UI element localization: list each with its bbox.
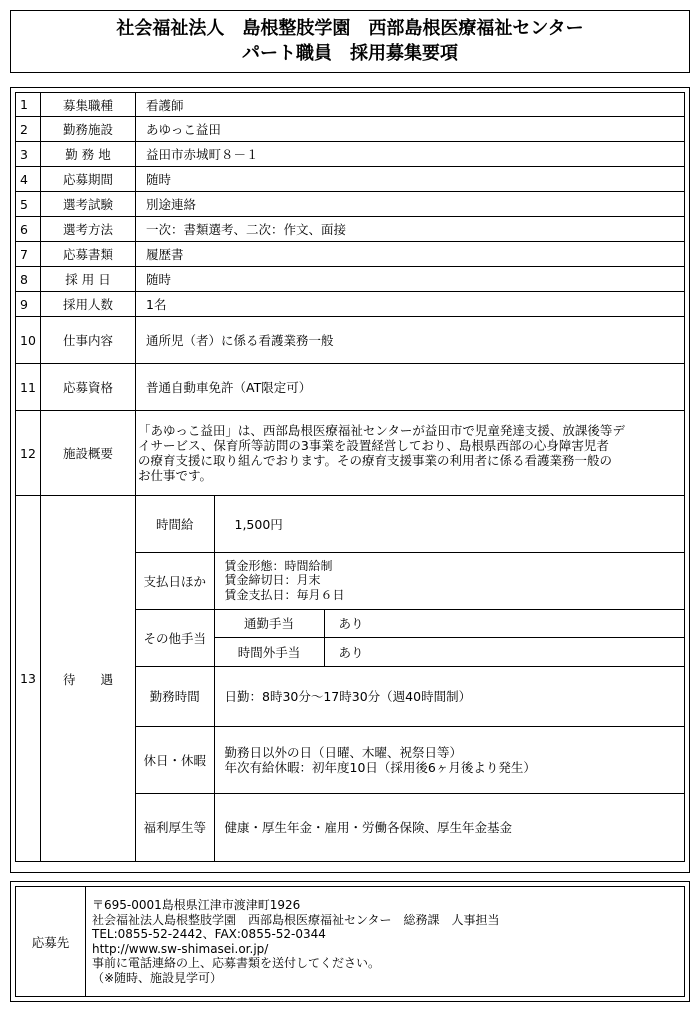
overview-line: お仕事です。	[138, 468, 213, 483]
row-number: 10	[16, 317, 41, 364]
title-line-2: パート職員 採用募集要項	[242, 43, 458, 64]
row-label: 応募資格	[41, 364, 136, 411]
benefit-row-hourly	[136, 496, 684, 552]
table-row	[16, 167, 685, 192]
row-value: 履歴書	[136, 242, 685, 267]
row-label: 応募期間	[41, 167, 136, 192]
allowance-name: 時間外手当	[214, 637, 324, 666]
requirements-table-box	[10, 87, 690, 873]
holidays-value	[214, 726, 684, 793]
table-row	[16, 317, 685, 364]
row-number: 6	[16, 217, 41, 242]
overview-row	[16, 411, 685, 496]
table-row	[16, 217, 685, 242]
row-value: 随時	[136, 267, 685, 292]
row-number: 2	[16, 117, 41, 142]
title-line-1: 社会福祉法人 島根整肢学園 西部島根医療福祉センター	[116, 18, 584, 39]
benefit-row-welfare	[136, 793, 684, 861]
contact-details	[86, 887, 685, 997]
benefits-cell	[136, 496, 685, 862]
row-value: 1名	[136, 292, 685, 317]
contact-phone-fax: TEL:0855-52-2442、FAX:0855-52-0344	[92, 927, 326, 941]
table-row	[16, 292, 685, 317]
requirements-table	[15, 92, 685, 862]
row-number: 12	[16, 411, 41, 496]
row-value: 看護師	[136, 93, 685, 117]
row-value: 随時	[136, 167, 685, 192]
overview-line: イサービス、保育所等訪問の3事業を設置経営しており、島根県西部の心身障害児者	[138, 438, 609, 453]
payment-value	[214, 552, 684, 609]
row-label: 選考方法	[41, 217, 136, 242]
welfare-value: 健康・厚生年金・雇用・労働各保険、厚生年金基金	[214, 793, 684, 861]
contact-url[interactable]: http://www.sw-shimasei.or.jp/	[92, 941, 269, 956]
holidays-line: 年次有給休暇：初年度10日（採用後6ヶ月後より発生）	[224, 759, 536, 775]
allowances-label: その他手当	[136, 609, 214, 666]
row-label: 勤 務 地	[41, 142, 136, 167]
row-label: 待 遇	[41, 496, 136, 862]
row-number: 3	[16, 142, 41, 167]
benefit-row-allowance	[136, 609, 684, 637]
row-label: 仕事内容	[41, 317, 136, 364]
row-label: 採 用 日	[41, 267, 136, 292]
row-label: 応募書類	[41, 242, 136, 267]
hours-value: 日勤：8時30分～17時30分（週40時間制）	[214, 666, 684, 726]
payment-line: 賃金支払日：毎月６日	[224, 587, 345, 602]
row-label: 募集職種	[41, 93, 136, 117]
overview-text	[136, 411, 685, 496]
payment-line: 賃金締切日：月末	[224, 573, 321, 588]
row-number: 9	[16, 292, 41, 317]
row-number: 13	[16, 496, 41, 862]
table-row	[16, 142, 685, 167]
row-value: 普通自動車免許（AT限定可）	[136, 364, 685, 411]
row-value: 別途連絡	[136, 192, 685, 217]
payment-line: 賃金形態：時間給制	[224, 558, 333, 573]
allowance-value: あり	[324, 637, 684, 666]
contact-label: 応募先	[16, 887, 86, 997]
contact-organization: 社会福祉法人島根整肢学園 西部島根医療福祉センター 総務課 人事担当	[92, 912, 500, 927]
hourly-label: 時間給	[136, 496, 214, 552]
row-number: 5	[16, 192, 41, 217]
row-label: 勤務施設	[41, 117, 136, 142]
title-box	[10, 10, 690, 73]
row-label: 選考試験	[41, 192, 136, 217]
table-row	[16, 192, 685, 217]
row-label: 施設概要	[41, 411, 136, 496]
row-number: 7	[16, 242, 41, 267]
row-number: 11	[16, 364, 41, 411]
overview-line: 「あゆっこ益田」は、西部島根医療福祉センターが益田市で児童発達支援、放課後等デ	[138, 423, 625, 438]
overview-line: の療育支援に取り組んでおります。その療育支援事業の利用者に係る看護業務一般の	[138, 453, 613, 468]
table-row	[16, 242, 685, 267]
row-number: 4	[16, 167, 41, 192]
welfare-label: 福利厚生等	[136, 793, 214, 861]
benefit-row-hours	[136, 666, 684, 726]
contact-note: （※随時、施設見学可）	[92, 970, 223, 985]
benefit-row-payment	[136, 552, 684, 609]
table-row	[16, 364, 685, 411]
contact-instruction: 事前に電話連絡の上、応募書類を送付してください。	[92, 956, 381, 970]
row-number: 1	[16, 93, 41, 117]
table-row	[16, 117, 685, 142]
row-value: あゆっこ益田	[136, 117, 685, 142]
row-value: 一次：書類選考、二次：作文、面接	[136, 217, 685, 242]
hourly-value: 1,500円	[214, 496, 684, 552]
hours-label: 勤務時間	[136, 666, 214, 726]
contact-address: 〒695-0001島根県江津市渡津町1926	[92, 898, 301, 912]
allowance-value: あり	[324, 609, 684, 637]
benefits-table	[136, 496, 684, 861]
row-label: 採用人数	[41, 292, 136, 317]
table-row	[16, 267, 685, 292]
table-row	[16, 93, 685, 117]
row-value: 益田市赤城町８－１	[136, 142, 685, 167]
benefit-row-allowance	[136, 637, 684, 666]
allowance-name: 通勤手当	[214, 609, 324, 637]
row-value: 通所児（者）に係る看護業務一般	[136, 317, 685, 364]
holidays-line: 勤務日以外の日（日曜、木曜、祝祭日等）	[224, 744, 463, 760]
row-number: 8	[16, 267, 41, 292]
holidays-label: 休日・休暇	[136, 726, 214, 793]
contact-table	[15, 886, 685, 997]
benefits-row	[16, 496, 685, 862]
benefit-row-holidays	[136, 726, 684, 793]
payment-label: 支払日ほか	[136, 552, 214, 609]
contact-box	[10, 881, 690, 1002]
